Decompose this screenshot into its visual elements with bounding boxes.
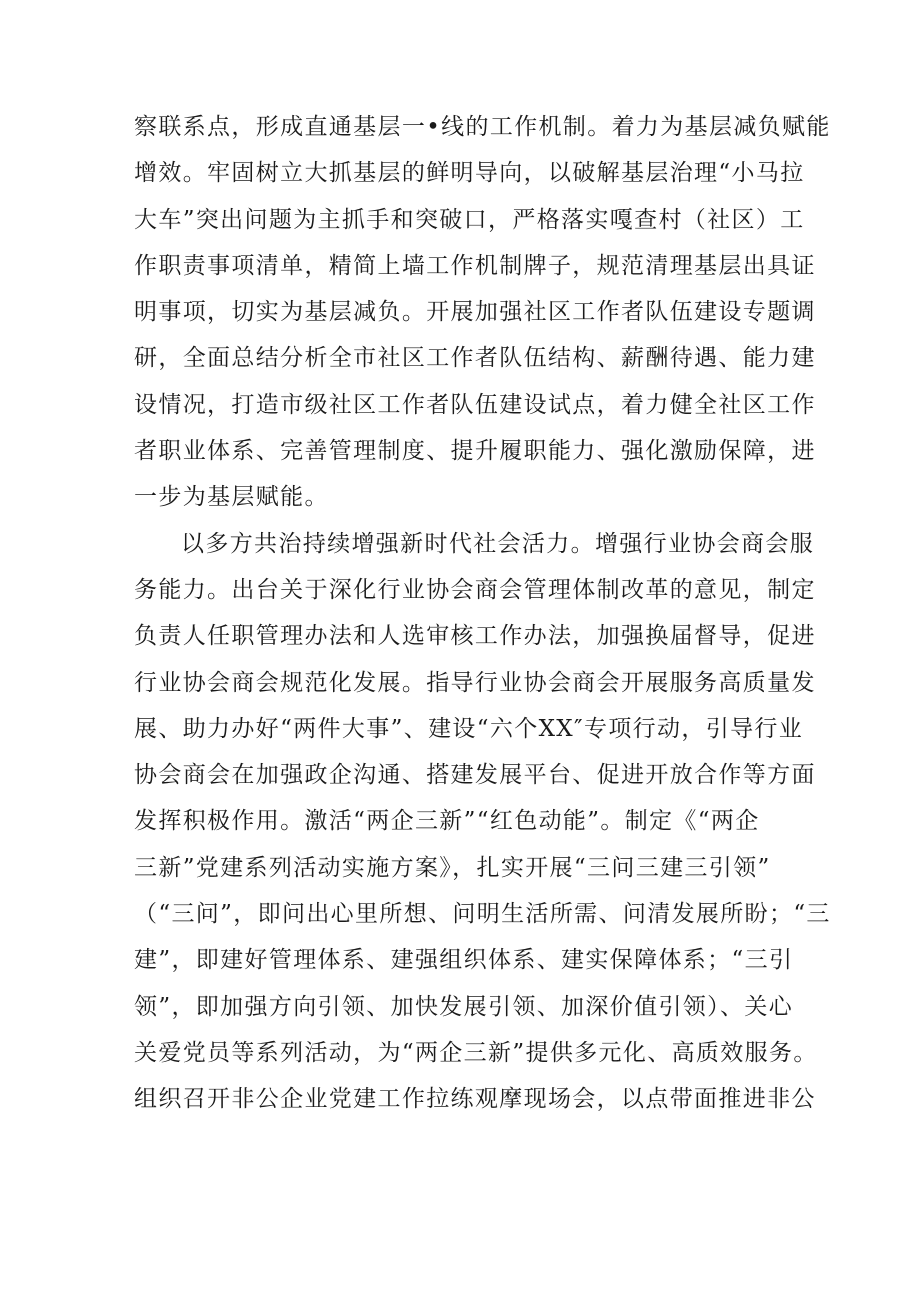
text-line: 一步为基层赋能。	[134, 484, 329, 511]
text-line: （“三问”，即问出心里所想、问明生活所需、问清发展所盼；“三	[134, 901, 831, 928]
text-line: 行业协会商会规范化发展。指导行业协会商会开展服务高质量发	[134, 669, 816, 696]
body-text	[134, 104, 831, 1123]
text-line: 作职责事项清单，精简上墙工作机制牌子，规范清理基层出具证	[134, 252, 816, 279]
text-line: 研，全面总结分析全市社区工作者队伍结构、薪酬待遇、能力建	[134, 345, 816, 372]
text-line: 负责人任职管理办法和人选审核工作办法，加强换届督导，促进	[134, 623, 816, 650]
text-line: 建”，即建好管理体系、建强组织体系、建实保障体系；“三引	[134, 947, 794, 974]
text-line: 三新”党建系列活动实施方案》，扎实开展“三问三建三引领”	[134, 854, 771, 881]
text-line: 者职业体系、完善管理制度、提升履职能力、强化激励保障，进	[134, 438, 816, 465]
text-line: 增效。牢固树立大抓基层的鲜明导向，以破解基层治理“小马拉	[134, 160, 805, 187]
text-line: 务能力。出台关于深化行业协会商会管理体制改革的意见，制定	[134, 576, 816, 603]
text-line: 协会商会在加强政企沟通、搭建发展平台、促进开放合作等方面	[134, 762, 816, 789]
text-line: 大车”突出问题为主抓手和突破口，严格落实嘎查村（社区）工	[134, 206, 805, 233]
text-line: 设情况，打造市级社区工作者队伍建设试点，着力健全社区工作	[134, 391, 816, 418]
text-line: 察联系点，形成直通基层一•线的工作机制。着力为基层减负赋能	[134, 114, 831, 140]
paragraph-start-line: 以多方共治持续增强新时代社会活力。增强行业协会商会服	[181, 530, 815, 557]
text-line: 发挥积极作用。激活“两企三新”“红色动能”。制定《“两企	[134, 808, 760, 835]
text-line: 领”，即加强方向引领、加快发展引领、加深价值引领）、关心	[134, 993, 794, 1020]
text-line: 展、助力办好“两件大事”、建设“六个XX″专项行动，引导行业	[134, 715, 804, 742]
text-line: 明事项，切实为基层减负。开展加强社区工作者队伍建设专题调	[134, 299, 816, 326]
text-line: 关爱党员等系列活动，为“两企三新”提供多元化、高质效服务。	[134, 1039, 818, 1066]
text-line: 组织召开非公企业党建工作拉练观摩现场会，以点带面推进非公	[134, 1086, 816, 1113]
